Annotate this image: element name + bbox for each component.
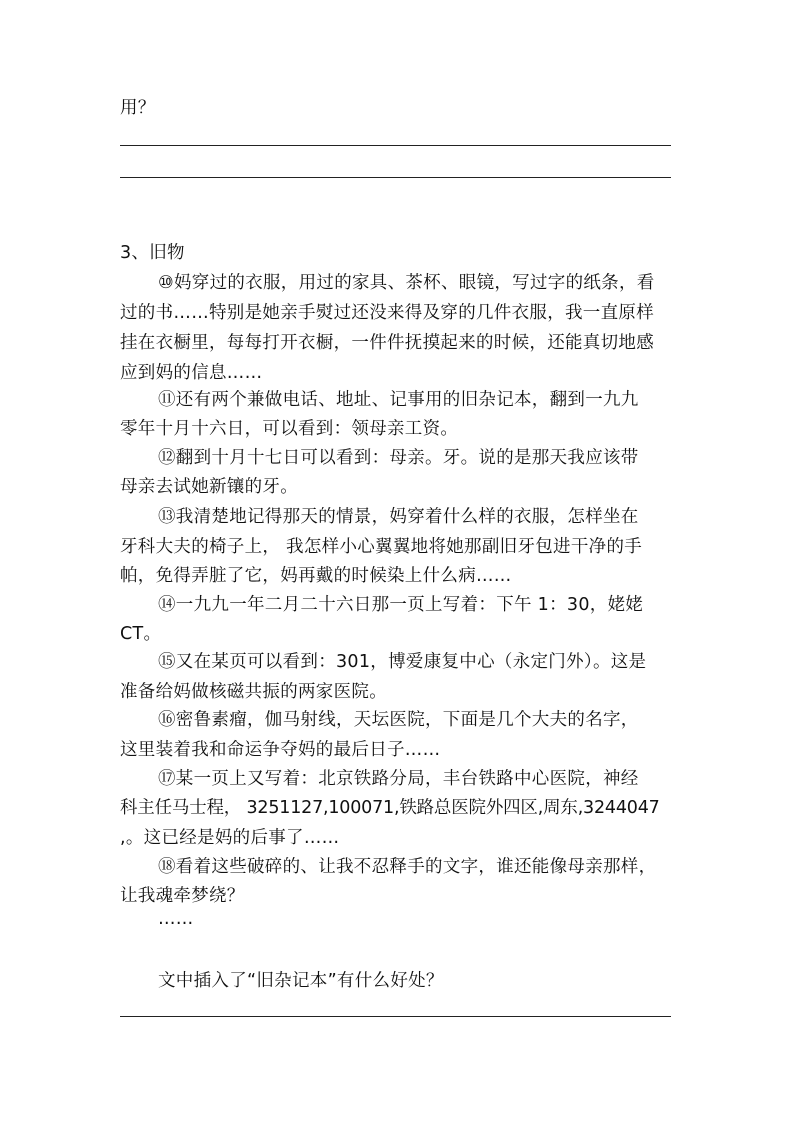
paragraph-line: ⑫翻到十月十七日可以看到：母亲。牙。说的是那天我应该带 xyxy=(158,448,639,468)
paragraph-line: 挂在衣橱里，每每打开衣橱，一件件抚摸起来的时候，还能真切地感 xyxy=(120,333,654,353)
paragraph-line: 帕，免得弄脏了它，妈再戴的时候染上什么病…… xyxy=(120,566,512,586)
paragraph-line: ⑩妈穿过的衣服，用过的家具、茶杯、眼镜，写过字的纸条，看 xyxy=(158,273,655,293)
paragraph-line: ⑪还有两个兼做电话、地址、记事用的旧杂记本，翻到一九九 xyxy=(158,390,639,410)
paragraph-line: ⑭一九九一年二月二十六日那一页上写着：下午 1：30，姥姥 xyxy=(158,595,644,615)
answer-line-3[interactable] xyxy=(120,1016,671,1017)
answer-line-1[interactable] xyxy=(120,145,671,146)
paragraph-line: 零年十月十六日，可以看到：领母亲工资。 xyxy=(120,419,459,439)
paragraph-line: 让我魂牵梦绕？ xyxy=(120,886,245,906)
paragraph-line: ⑮又在某页可以看到：301，博爱康复中心（永定门外）。这是 xyxy=(158,652,647,672)
paragraph-line: ,。这已经是妈的后事了…… xyxy=(120,828,340,848)
paragraph-line: 过的书……特别是她亲手熨过还没来得及穿的几件衣服，我一直原样 xyxy=(120,303,654,323)
paragraph-line: 准备给妈做核磁共振的两家医院。 xyxy=(120,682,387,702)
paragraph-line: ⑯密鲁素瘤，伽马射线，天坛医院，下面是几个大夫的名字， xyxy=(158,710,639,730)
section-title: 3、旧物 xyxy=(120,243,185,263)
paragraph-line: 牙科大夫的椅子上， 我怎样小心翼翼地将她那副旧牙包进干净的手 xyxy=(120,537,643,557)
paragraph-line: ⑱看着这些破碎的、让我不忍释手的文字，谁还能像母亲那样， xyxy=(158,857,657,877)
paragraph-line: CT。 xyxy=(120,624,162,644)
closing-ellipsis: …… xyxy=(158,909,194,929)
paragraph-line: ⑰某一页上又写着：北京铁路分局，丰台铁路中心医院，神经 xyxy=(158,769,639,789)
paragraph-line: 母亲去试她新镶的牙。 xyxy=(120,477,298,497)
paragraph-line: 科主任马士程， 3251127,100071,铁路总医院外四区,周东,3244047 xyxy=(120,798,660,818)
paragraph-line: 应到妈的信息…… xyxy=(120,363,263,383)
question-text: 文中插入了“旧杂记本”有什么好处？ xyxy=(158,971,444,991)
prev-question-tail: 用？ xyxy=(120,98,156,118)
answer-line-2[interactable] xyxy=(120,177,671,178)
paragraph-line: 这里装着我和命运争夺妈的最后日子…… xyxy=(120,740,441,760)
paragraph-line: ⑬我清楚地记得那天的情景，妈穿着什么样的衣服，怎样坐在 xyxy=(158,507,639,527)
